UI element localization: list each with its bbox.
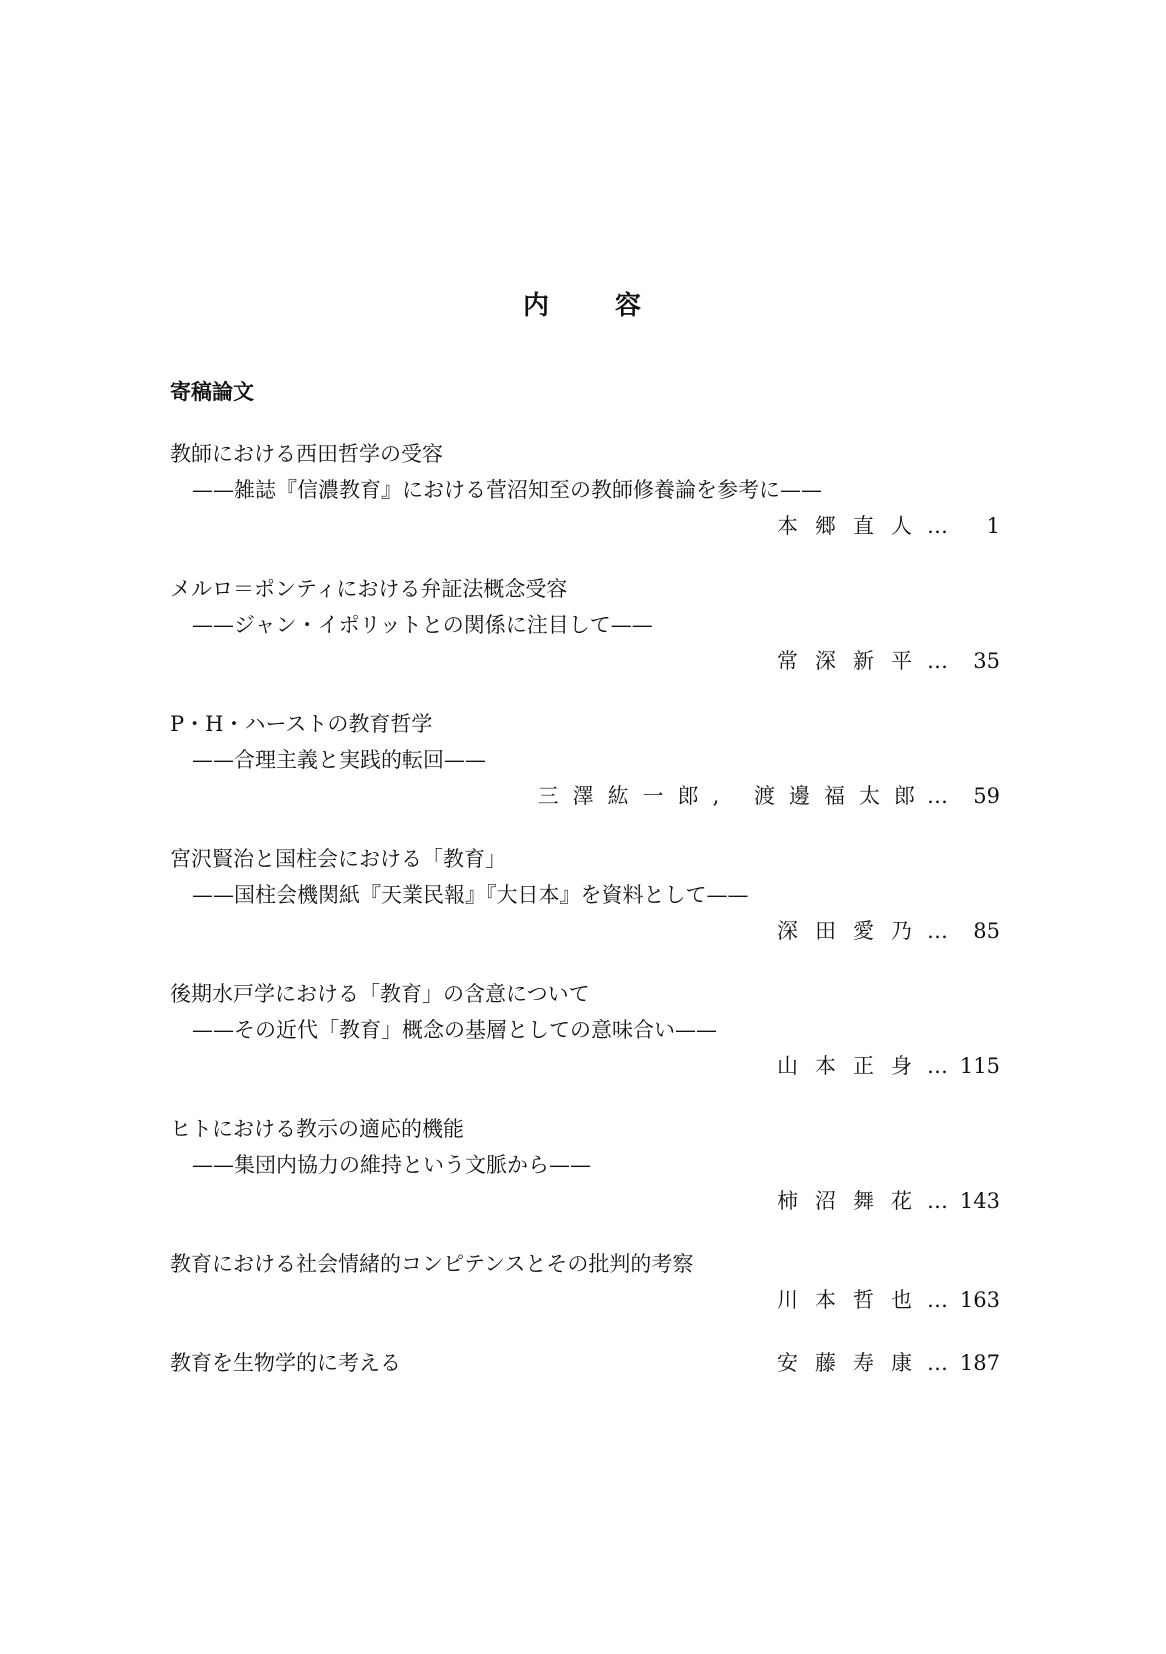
entry-byline [170,1183,1000,1219]
entry-byline [170,643,1000,679]
toc-entry[interactable] [170,571,1000,679]
toc-entry[interactable] [170,1111,1000,1219]
entry-subtitle: ——合理主義と実践的転回—— [192,748,486,772]
entry-byline [170,1048,1000,1084]
entry-page-number[interactable]: 59 [973,784,1000,808]
entry-page-number[interactable]: 143 [959,1189,1000,1213]
entry-byline [170,1282,1000,1318]
entry-title[interactable]: 教師における西田哲学の受容 [170,442,443,466]
page-title [0,285,1166,322]
entry-page-number[interactable]: 35 [973,649,1000,673]
page-title-char-1: 内 [522,291,551,321]
entry-subtitle: ——雑誌『信濃教育』における菅沼知至の教師修養論を参考に—— [192,478,822,502]
entry-page-number[interactable]: 85 [973,919,1000,943]
entry-author: 川本哲也 [777,1288,929,1312]
entry-leader: … [927,1288,950,1312]
toc-entry[interactable] [170,436,1000,544]
entry-leader: … [927,1054,950,1078]
entry-title[interactable]: 教育における社会情緒的コンピテンスとその批判的考察 [170,1252,694,1276]
entry-title[interactable]: メルロ＝ポンティにおける弁証法概念受容 [170,577,568,601]
entry-subtitle: ——ジャン・イポリットとの関係に注目して—— [192,613,653,637]
entry-leader: … [927,784,950,808]
toc-entry[interactable] [170,841,1000,949]
entry-leader: … [927,919,950,943]
toc-entry[interactable] [170,706,1000,814]
toc-entry[interactable] [170,1345,1000,1381]
entry-page-number[interactable]: 163 [959,1288,1000,1312]
section-heading: 寄稿論文 [170,380,254,404]
entry-byline [170,778,1000,814]
entry-subtitle: ——国柱会機関紙『天業民報』『大日本』を資料として—— [192,883,749,907]
entry-leader: … [927,514,950,538]
entry-author: 山本正身 [777,1054,929,1078]
entry-byline [777,1345,1000,1381]
entry-byline [170,508,1000,544]
entry-byline [170,913,1000,949]
entry-subtitle: ——その近代「教育」概念の基層としての意味合い—— [192,1018,717,1042]
entry-author: 安藤寿康 [777,1351,929,1375]
entry-author: 柿沼舞花 [777,1189,929,1213]
entry-page-number[interactable]: 187 [959,1351,1000,1375]
entry-title[interactable]: 教育を生物学的に考える [170,1351,401,1375]
page-title-char-2: 容 [615,291,644,321]
entry-page-number[interactable]: 1 [986,514,1000,538]
entry-leader: … [927,649,950,673]
entry-page-number[interactable]: 115 [959,1054,1000,1078]
entry-author: 深田愛乃 [777,919,929,943]
toc-entry[interactable] [170,976,1000,1084]
toc-entry[interactable] [170,1246,1000,1318]
entry-title[interactable]: ヒトにおける教示の適応的機能 [170,1117,464,1141]
entry-author: 常深新平 [777,649,929,673]
entry-author: 本郷直人 [777,514,929,538]
entry-leader: … [927,1351,950,1375]
entry-author: 三澤紘一郎, 渡邊福太郎 [537,784,929,808]
entry-title[interactable]: P・H・ハーストの教育哲学 [170,712,433,736]
entry-title[interactable]: 宮沢賢治と国柱会における「教育」 [170,847,506,871]
entry-title[interactable]: 後期水戸学における「教育」の含意について [170,982,590,1006]
table-of-contents [170,436,1000,1408]
entry-subtitle: ——集団内協力の維持という文脈から—— [192,1153,591,1177]
entry-leader: … [927,1189,950,1213]
